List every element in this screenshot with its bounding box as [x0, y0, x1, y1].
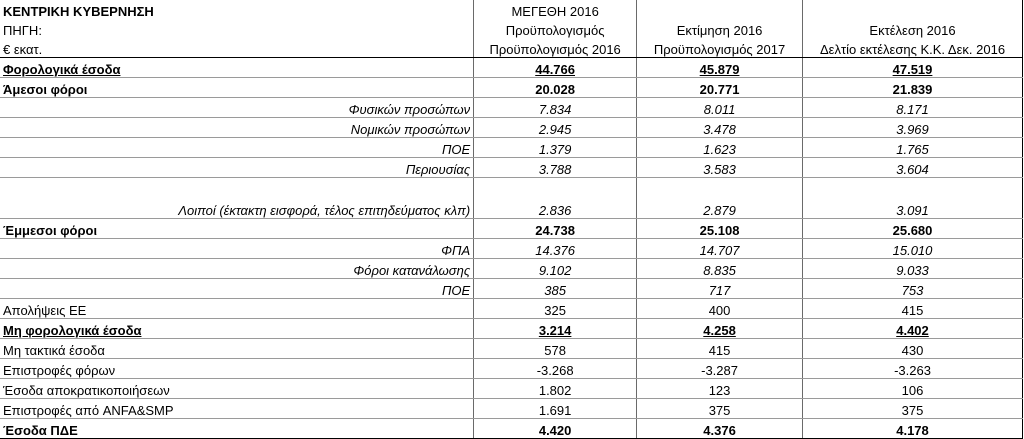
- col1-header: Προϋπολογισμός: [474, 19, 637, 38]
- row-label: ΠΟΕ: [0, 279, 474, 299]
- row-label: Φυσικών προσώπων: [0, 98, 474, 118]
- cell-value: 3.091: [803, 178, 1023, 219]
- cell-value: 1.379: [474, 138, 637, 158]
- table-row: [0, 379, 1023, 399]
- cell-value: 4.376: [637, 419, 803, 439]
- cell-value: 2.945: [474, 118, 637, 138]
- cell-value: 3.969: [803, 118, 1023, 138]
- col3-header: Εκτέλεση 2016: [803, 19, 1023, 38]
- row-label: Μη τακτικά έσοδα: [0, 339, 474, 359]
- row-label: Έσοδα αποκρατικοποιήσεων: [0, 379, 474, 399]
- cell-value: 375: [803, 399, 1023, 419]
- row-label: Νομικών προσώπων: [0, 118, 474, 138]
- empty-cell: [803, 0, 1023, 19]
- cell-value: 4.178: [803, 419, 1023, 439]
- cell-value: 25.108: [637, 219, 803, 239]
- table-row: [0, 239, 1023, 259]
- table-row: [0, 339, 1023, 359]
- table-row: [0, 58, 1023, 78]
- cell-value: 3.214: [474, 319, 637, 339]
- cell-value: 375: [637, 399, 803, 419]
- row-label: Λοιποί (έκτακτη εισφορά, τέλος επιτηδεύματος κλπ): [0, 178, 474, 219]
- row-label: Φόροι κατανάλωσης: [0, 259, 474, 279]
- row-label: ΦΠΑ: [0, 239, 474, 259]
- table-row: [0, 359, 1023, 379]
- col1-subheader: Προϋπολογισμός 2016: [474, 38, 637, 58]
- cell-value: 47.519: [803, 58, 1023, 78]
- row-label: Φορολογικά έσοδα: [0, 58, 474, 78]
- table-row: [0, 319, 1023, 339]
- cell-value: 1.691: [474, 399, 637, 419]
- table-row: [0, 399, 1023, 419]
- cell-value: 7.834: [474, 98, 637, 118]
- cell-value: 325: [474, 299, 637, 319]
- col2-header: Εκτίμηση 2016: [637, 19, 803, 38]
- section-title: ΜΕΓΕΘΗ 2016: [474, 0, 637, 19]
- row-label: Επιστροφές από ANFA&SMP: [0, 399, 474, 419]
- header-row-source: [0, 19, 1023, 38]
- cell-value: 1.623: [637, 138, 803, 158]
- cell-value: 9.102: [474, 259, 637, 279]
- cell-value: 3.478: [637, 118, 803, 138]
- cell-value: 3.583: [637, 158, 803, 178]
- cell-value: 9.033: [803, 259, 1023, 279]
- table-row: [0, 98, 1023, 118]
- table-row: [0, 78, 1023, 98]
- cell-value: 14.376: [474, 239, 637, 259]
- row-label: Έσοδα ΠΔΕ: [0, 419, 474, 439]
- row-label: Έμμεσοι φόροι: [0, 219, 474, 239]
- cell-value: 45.879: [637, 58, 803, 78]
- cell-value: -3.268: [474, 359, 637, 379]
- cell-value: 415: [637, 339, 803, 359]
- cell-value: -3.287: [637, 359, 803, 379]
- cell-value: 8.011: [637, 98, 803, 118]
- cell-value: 20.771: [637, 78, 803, 98]
- table-row: [0, 178, 1023, 219]
- col3-subheader: Δελτίο εκτέλεσης Κ.Κ. Δεκ. 2016: [803, 38, 1023, 58]
- table-row: [0, 118, 1023, 138]
- cell-value: -3.263: [803, 359, 1023, 379]
- cell-value: 21.839: [803, 78, 1023, 98]
- cell-value: 415: [803, 299, 1023, 319]
- unit-label: € εκατ.: [0, 38, 474, 58]
- cell-value: 4.420: [474, 419, 637, 439]
- table-row: [0, 158, 1023, 178]
- cell-value: 578: [474, 339, 637, 359]
- cell-value: 8.835: [637, 259, 803, 279]
- header-row-title: [0, 0, 1023, 19]
- cell-value: 430: [803, 339, 1023, 359]
- row-label: Επιστροφές φόρων: [0, 359, 474, 379]
- cell-value: 3.604: [803, 158, 1023, 178]
- cell-value: 14.707: [637, 239, 803, 259]
- cell-value: 1.765: [803, 138, 1023, 158]
- empty-cell: [637, 0, 803, 19]
- cell-value: 15.010: [803, 239, 1023, 259]
- cell-value: 400: [637, 299, 803, 319]
- cell-value: 1.802: [474, 379, 637, 399]
- row-label: Απολήψεις ΕΕ: [0, 299, 474, 319]
- col2-subheader: Προϋπολογισμός 2017: [637, 38, 803, 58]
- row-label: Περιουσίας: [0, 158, 474, 178]
- cell-value: 20.028: [474, 78, 637, 98]
- table-row: [0, 419, 1023, 439]
- cell-value: 385: [474, 279, 637, 299]
- row-label: Μη φορολογικά έσοδα: [0, 319, 474, 339]
- header-row-unit: [0, 38, 1023, 58]
- cell-value: 123: [637, 379, 803, 399]
- cell-value: 4.402: [803, 319, 1023, 339]
- cell-value: 717: [637, 279, 803, 299]
- cell-value: 753: [803, 279, 1023, 299]
- row-label: Άμεσοι φόροι: [0, 78, 474, 98]
- cell-value: 2.879: [637, 178, 803, 219]
- cell-value: 44.766: [474, 58, 637, 78]
- source-label: ΠΗΓΗ:: [3, 23, 42, 38]
- cell-value: 25.680: [803, 219, 1023, 239]
- cell-value: 4.258: [637, 319, 803, 339]
- table-row: [0, 279, 1023, 299]
- row-label: ΠΟΕ: [0, 138, 474, 158]
- cell-value: 24.738: [474, 219, 637, 239]
- table-row: [0, 299, 1023, 319]
- cell-value: 8.171: [803, 98, 1023, 118]
- table-row: [0, 219, 1023, 239]
- cell-value: 106: [803, 379, 1023, 399]
- cell-value: 3.788: [474, 158, 637, 178]
- cell-value: 2.836: [474, 178, 637, 219]
- table-row: [0, 138, 1023, 158]
- table-title: ΚΕΝΤΡΙΚΗ ΚΥΒΕΡΝΗΣΗ: [3, 4, 154, 19]
- table-row: [0, 259, 1023, 279]
